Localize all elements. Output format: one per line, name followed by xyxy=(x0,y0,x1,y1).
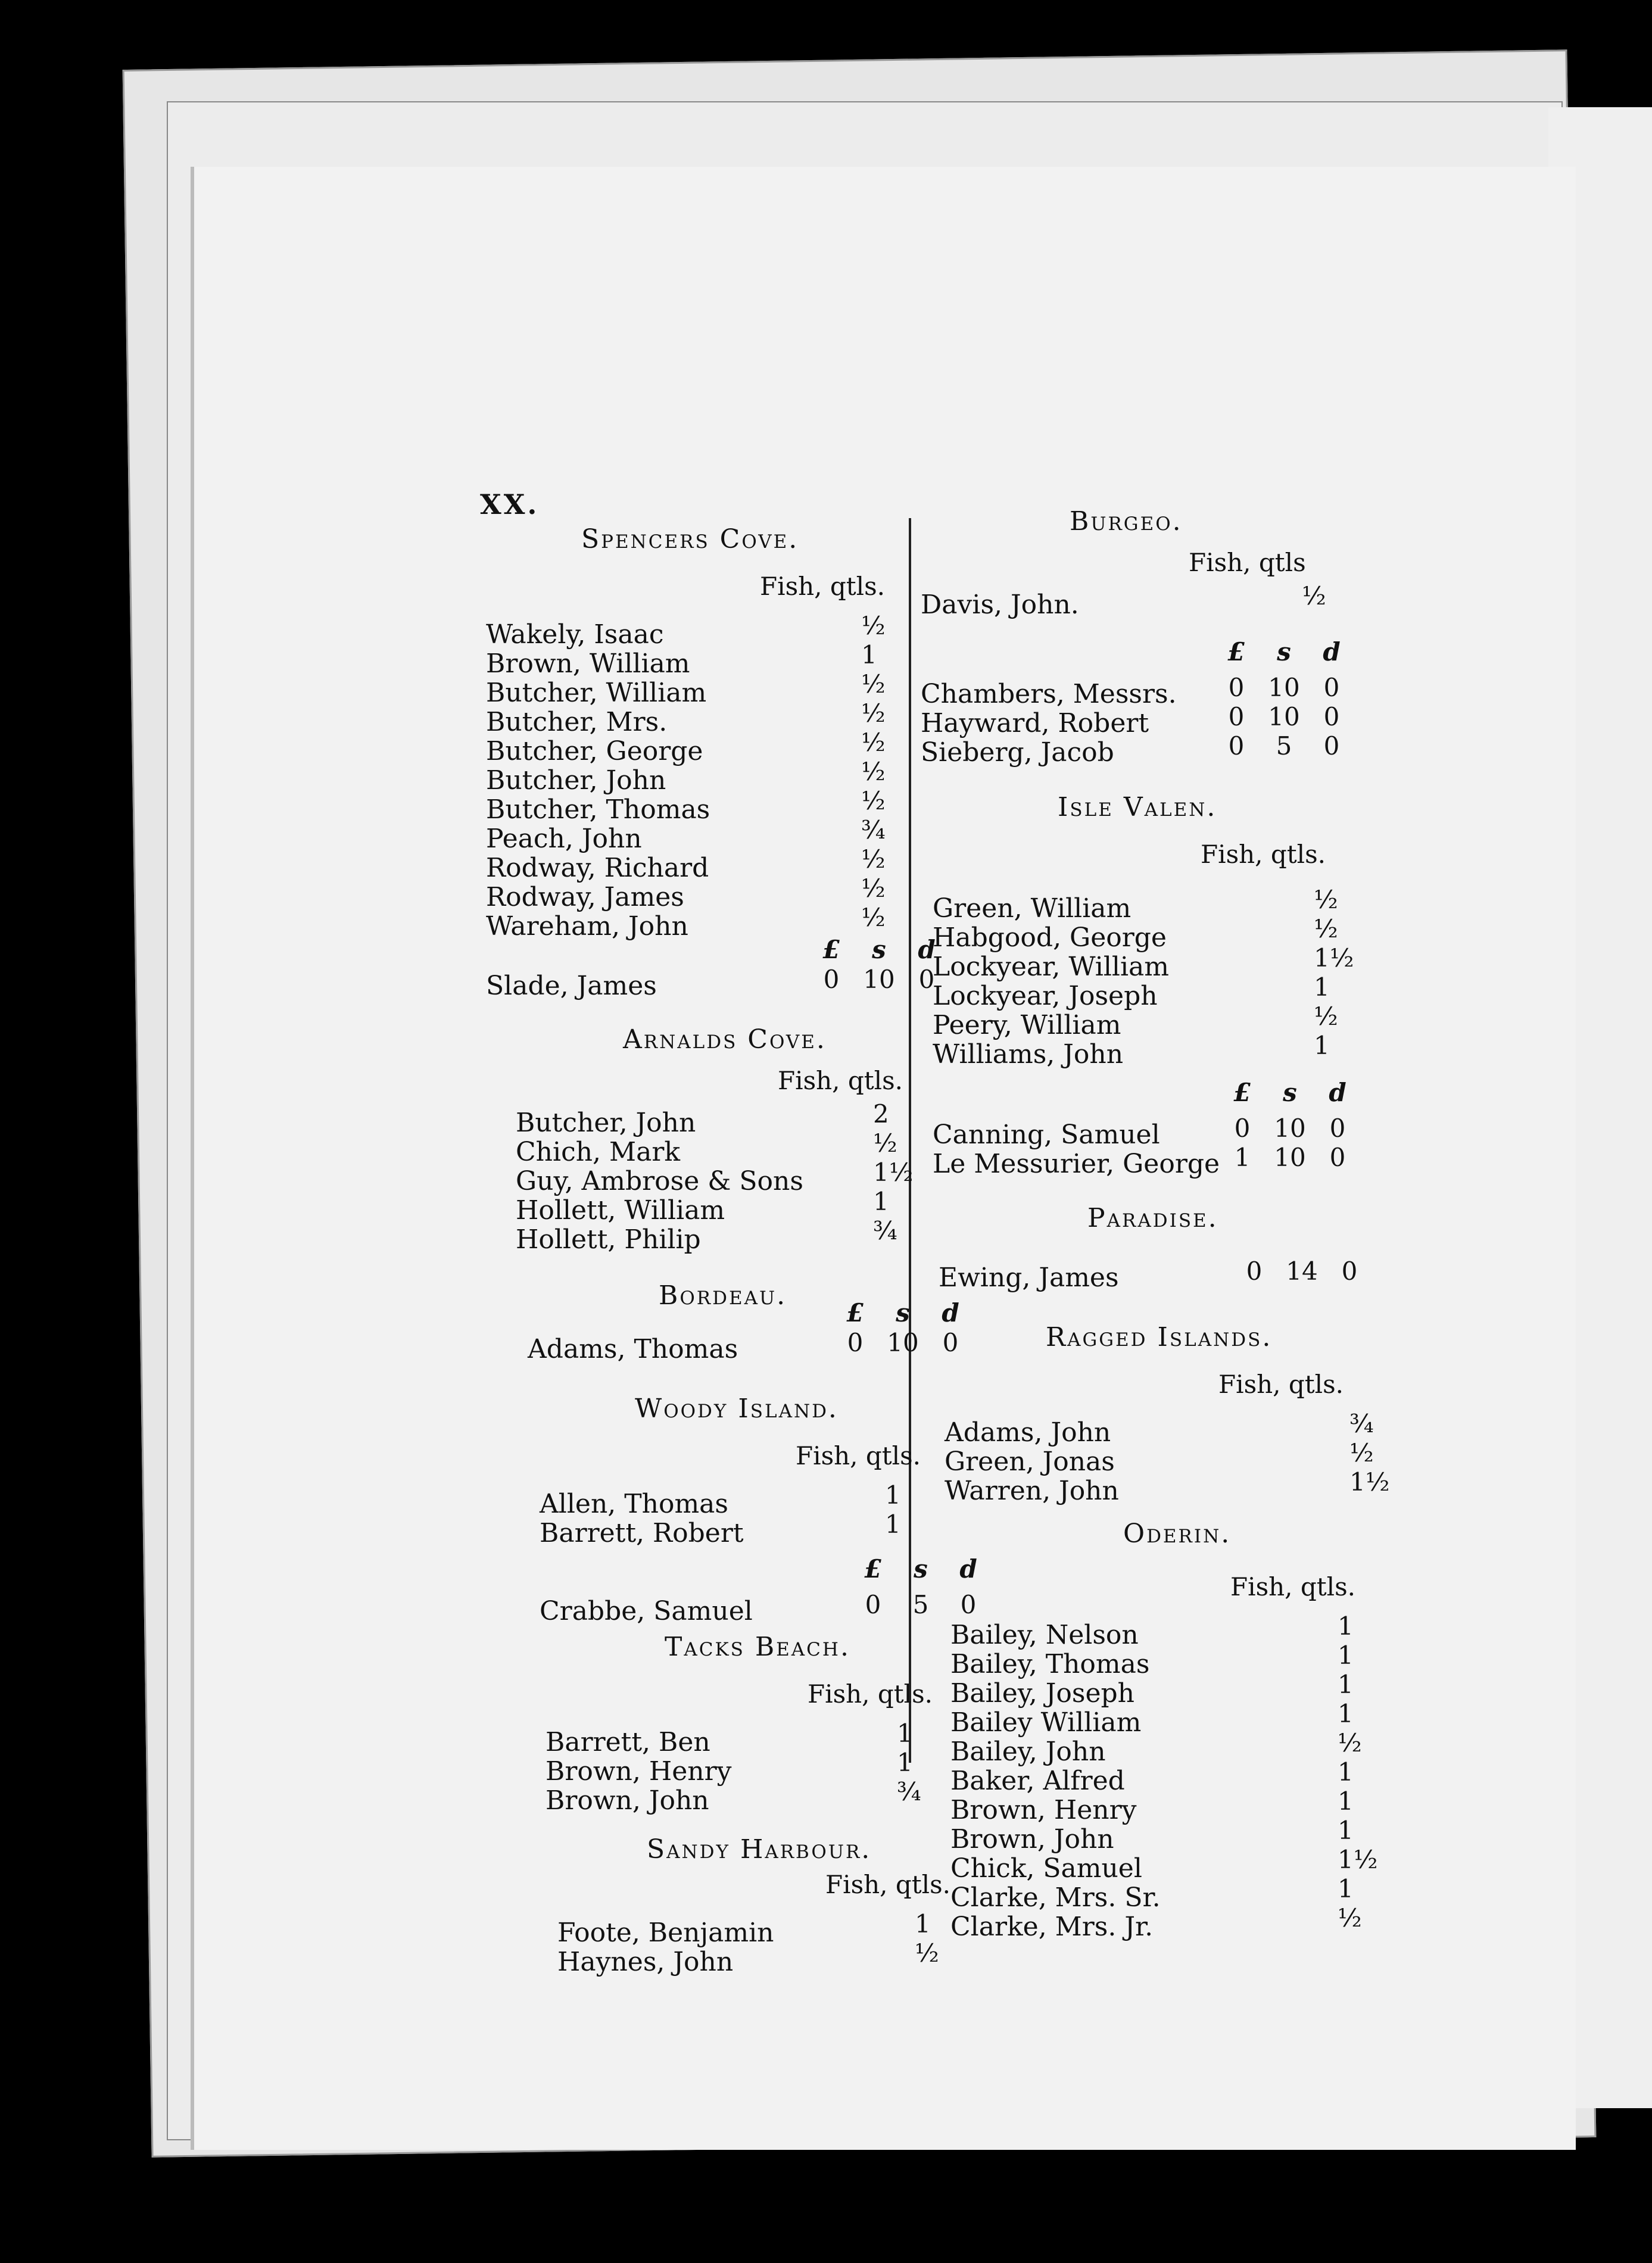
amount-d: 0 xyxy=(942,1328,959,1357)
section-heading: Spencers Cove. xyxy=(581,524,799,554)
list-item-name: Sieberg, Jacob xyxy=(921,737,1114,768)
list-item-value: 1 xyxy=(915,1909,931,1938)
amount-d: 0 xyxy=(1329,1143,1346,1172)
amount-d: 0 xyxy=(1323,673,1340,702)
list-item-name: Slade, James xyxy=(486,971,657,1001)
amount-lsd xyxy=(1218,1143,1361,1172)
section-heading: Tacks Beach. xyxy=(665,1632,850,1662)
amount-d: 0 xyxy=(960,1590,977,1619)
list-item-value: 1 xyxy=(885,1510,901,1539)
list-item-name: Habgood, George xyxy=(933,922,1167,953)
list-item-name: Hollett, Philip xyxy=(516,1224,701,1255)
currency-unit-d: d xyxy=(942,1298,959,1327)
list-item-name: Barrett, Robert xyxy=(540,1518,744,1548)
list-item-value: 1½ xyxy=(1314,943,1354,972)
list-item-value: ½ xyxy=(1314,1002,1338,1031)
currency-unit-l: £ xyxy=(822,935,840,964)
list-item-name: Crabbe, Samuel xyxy=(540,1596,753,1626)
amount-lsd xyxy=(1212,673,1355,702)
list-item-name: Lockyear, Joseph xyxy=(933,981,1158,1011)
currency-header xyxy=(849,1554,992,1584)
list-item-name: Bailey, Thomas xyxy=(950,1649,1150,1679)
list-item-name: Butcher, George xyxy=(486,736,703,766)
list-item-name: Davis, John. xyxy=(921,590,1079,620)
list-item-value: ½ xyxy=(1314,914,1338,943)
list-item-name: Butcher, William xyxy=(486,678,707,708)
amount-l: 0 xyxy=(1234,1114,1251,1143)
list-item-name: Wareham, John xyxy=(486,911,688,942)
list-item-name: Butcher, John xyxy=(486,765,666,796)
list-item-name: Green, Jonas xyxy=(945,1447,1115,1477)
currency-unit-s: s xyxy=(872,935,886,964)
list-item-value: 1 xyxy=(1314,972,1330,1002)
currency-header xyxy=(1212,637,1355,666)
fish-quintals-label: Fish, qtls. xyxy=(1230,1572,1355,1601)
amount-lsd xyxy=(808,965,950,994)
fish-quintals-label: Fish, qtls. xyxy=(808,1679,933,1709)
amount-lsd xyxy=(1212,731,1355,760)
amount-l: 0 xyxy=(865,1590,881,1619)
list-item-name: Clarke, Mrs. Jr. xyxy=(950,1912,1154,1942)
list-item-name: Haynes, John xyxy=(557,1947,734,1977)
fish-quintals-label: Fish, qtls. xyxy=(760,572,885,601)
list-item-value: 1 xyxy=(1314,1031,1330,1060)
amount-l: 0 xyxy=(1246,1257,1263,1286)
list-item-name: Le Messurier, George xyxy=(933,1149,1220,1179)
list-item-name: Peery, William xyxy=(933,1010,1121,1040)
list-item-value: ¾ xyxy=(1349,1409,1374,1438)
list-item-value: 1 xyxy=(1338,1874,1354,1903)
list-item-name: Chich, Mark xyxy=(516,1137,681,1167)
list-item-name: Williams, John xyxy=(933,1039,1124,1070)
list-item-name: Bailey William xyxy=(950,1707,1142,1738)
currency-unit-s: s xyxy=(1277,637,1291,666)
list-item-name: Brown, John xyxy=(546,1785,709,1816)
list-item-name: Butcher, Mrs. xyxy=(486,707,668,737)
currency-unit-l: £ xyxy=(1233,1078,1251,1107)
list-item-name: Adams, Thomas xyxy=(528,1334,738,1364)
amount-d: 0 xyxy=(1323,702,1340,731)
list-item-value: ½ xyxy=(861,699,886,728)
list-item-name: Rodway, James xyxy=(486,882,684,912)
list-item-value: ½ xyxy=(861,757,886,786)
currency-header xyxy=(808,935,950,964)
list-item-name: Ewing, James xyxy=(939,1263,1119,1293)
currency-unit-s: s xyxy=(914,1554,928,1584)
section-heading: Ragged Islands. xyxy=(1046,1322,1273,1352)
list-item-value: ½ xyxy=(861,786,886,815)
section-heading: Paradise. xyxy=(1087,1203,1218,1233)
list-item-value: ½ xyxy=(1302,581,1326,610)
list-item-value: ½ xyxy=(1349,1438,1374,1467)
list-item-value: ½ xyxy=(1338,1728,1362,1757)
amount-s: 10 xyxy=(863,965,895,994)
list-item-value: 1 xyxy=(1338,1787,1354,1816)
list-item-value: ½ xyxy=(873,1129,897,1158)
list-item-name: Hayward, Robert xyxy=(921,708,1149,738)
section-heading: Isle Valen. xyxy=(1058,792,1217,822)
amount-s: 10 xyxy=(1268,673,1300,702)
amount-s: 5 xyxy=(1276,731,1292,760)
list-item-value: 1 xyxy=(897,1748,913,1777)
list-item-name: Barrett, Ben xyxy=(546,1727,710,1757)
list-item-name: Brown, Henry xyxy=(950,1795,1137,1825)
fish-quintals-label: Fish, qtls. xyxy=(825,1870,950,1899)
amount-s: 10 xyxy=(1274,1143,1306,1172)
list-item-value: 1 xyxy=(1338,1641,1354,1670)
list-item-name: Clarke, Mrs. Sr. xyxy=(950,1882,1161,1913)
list-item-name: Hollett, William xyxy=(516,1195,725,1226)
amount-s: 10 xyxy=(887,1328,919,1357)
list-item-value: 1½ xyxy=(1338,1845,1378,1874)
page-number: XX. xyxy=(480,488,540,520)
list-item-value: ½ xyxy=(861,844,886,874)
list-item-name: Guy, Ambrose & Sons xyxy=(516,1166,803,1196)
amount-s: 10 xyxy=(1274,1114,1306,1143)
list-item-name: Lockyear, William xyxy=(933,952,1170,982)
amount-l: 1 xyxy=(1234,1143,1251,1172)
list-item-value: 1 xyxy=(1338,1699,1354,1728)
amount-d: 0 xyxy=(1323,731,1340,760)
list-item-value: 1 xyxy=(897,1719,913,1748)
list-item-name: Brown, William xyxy=(486,649,690,679)
document-page xyxy=(191,167,1576,2150)
amount-l: 0 xyxy=(847,1328,864,1357)
list-item-name: Foote, Benjamin xyxy=(557,1918,774,1948)
list-item-name: Adams, John xyxy=(945,1417,1111,1448)
list-item-value: ½ xyxy=(1314,885,1338,914)
currency-unit-l: £ xyxy=(864,1554,882,1584)
list-item-value: ¾ xyxy=(897,1777,921,1806)
list-item-name: Peach, John xyxy=(486,824,642,854)
amount-l: 0 xyxy=(1228,731,1245,760)
amount-l: 0 xyxy=(1228,673,1245,702)
section-heading: Oderin. xyxy=(1123,1519,1232,1549)
section-heading: Arnalds Cove. xyxy=(623,1024,827,1055)
list-item-name: Butcher, Thomas xyxy=(486,794,710,825)
currency-unit-l: £ xyxy=(1227,637,1245,666)
list-item-value: ½ xyxy=(1338,1903,1362,1932)
currency-unit-l: £ xyxy=(846,1298,864,1327)
list-item-value: 1 xyxy=(885,1480,901,1510)
fish-quintals-label: Fish, qtls. xyxy=(1218,1370,1344,1399)
section-heading: Woody Island. xyxy=(635,1394,839,1424)
fish-quintals-label: Fish, qtls. xyxy=(796,1441,921,1470)
list-item-value: ½ xyxy=(861,903,886,932)
amount-lsd xyxy=(831,1328,974,1357)
list-item-value: ½ xyxy=(861,611,886,640)
amount-l: 0 xyxy=(1228,702,1245,731)
list-item-name: Rodway, Richard xyxy=(486,853,709,883)
fish-quintals-label: Fish, qtls. xyxy=(778,1066,903,1095)
section-heading: Bordeau. xyxy=(659,1280,787,1311)
section-heading: Sandy Harbour. xyxy=(647,1834,872,1865)
section-heading: Burgeo. xyxy=(1070,506,1183,537)
amount-s: 14 xyxy=(1286,1257,1318,1286)
amount-lsd xyxy=(849,1590,992,1619)
list-item-value: 1 xyxy=(1338,1670,1354,1699)
list-item-name: Wakely, Isaac xyxy=(486,619,664,650)
currency-unit-s: s xyxy=(1283,1078,1297,1107)
amount-lsd xyxy=(1230,1257,1373,1286)
amount-lsd xyxy=(1218,1114,1361,1143)
list-item-value: ¾ xyxy=(861,815,886,844)
currency-unit-d: d xyxy=(1323,637,1341,666)
currency-unit-d: d xyxy=(959,1554,977,1584)
currency-unit-s: s xyxy=(896,1298,910,1327)
list-item-value: 1½ xyxy=(1349,1467,1390,1497)
currency-unit-d: d xyxy=(1329,1078,1346,1107)
list-item-name: Chick, Samuel xyxy=(950,1853,1142,1884)
list-item-name: Warren, John xyxy=(945,1476,1119,1506)
currency-unit-d: d xyxy=(918,935,936,964)
list-item-value: ¾ xyxy=(873,1216,897,1245)
list-item-value: ½ xyxy=(915,1938,939,1968)
list-item-value: ½ xyxy=(861,728,886,757)
amount-s: 5 xyxy=(912,1590,929,1619)
list-item-name: Butcher, John xyxy=(516,1108,696,1138)
list-item-value: 2 xyxy=(873,1099,889,1129)
amount-l: 0 xyxy=(823,965,840,994)
list-item-value: 1 xyxy=(873,1187,889,1216)
amount-lsd xyxy=(1212,702,1355,731)
amount-d: 0 xyxy=(1341,1257,1358,1286)
list-item-name: Green, William xyxy=(933,893,1132,924)
list-item-name: Bailey, Nelson xyxy=(950,1620,1139,1650)
list-item-value: 1½ xyxy=(873,1158,914,1187)
list-item-name: Baker, Alfred xyxy=(950,1766,1125,1796)
list-item-name: Canning, Samuel xyxy=(933,1120,1160,1150)
list-item-name: Allen, Thomas xyxy=(540,1489,728,1519)
fish-quintals-label: Fish, qtls xyxy=(1189,548,1306,577)
list-item-value: 1 xyxy=(1338,1757,1354,1787)
list-item-name: Chambers, Messrs. xyxy=(921,679,1177,709)
fish-quintals-label: Fish, qtls. xyxy=(1201,840,1326,869)
list-item-value: 1 xyxy=(861,640,877,669)
list-item-name: Brown, Henry xyxy=(546,1756,732,1787)
list-item-value: ½ xyxy=(861,874,886,903)
amount-s: 10 xyxy=(1268,702,1300,731)
list-item-value: 1 xyxy=(1338,1816,1354,1845)
currency-header xyxy=(831,1298,974,1327)
currency-header xyxy=(1218,1078,1361,1107)
list-item-value: 1 xyxy=(1338,1611,1354,1641)
amount-d: 0 xyxy=(918,965,935,994)
list-item-name: Bailey, John xyxy=(950,1737,1106,1767)
amount-d: 0 xyxy=(1329,1114,1346,1143)
list-item-name: Bailey, Joseph xyxy=(950,1678,1134,1709)
list-item-name: Brown, John xyxy=(950,1824,1114,1854)
list-item-value: ½ xyxy=(861,669,886,699)
